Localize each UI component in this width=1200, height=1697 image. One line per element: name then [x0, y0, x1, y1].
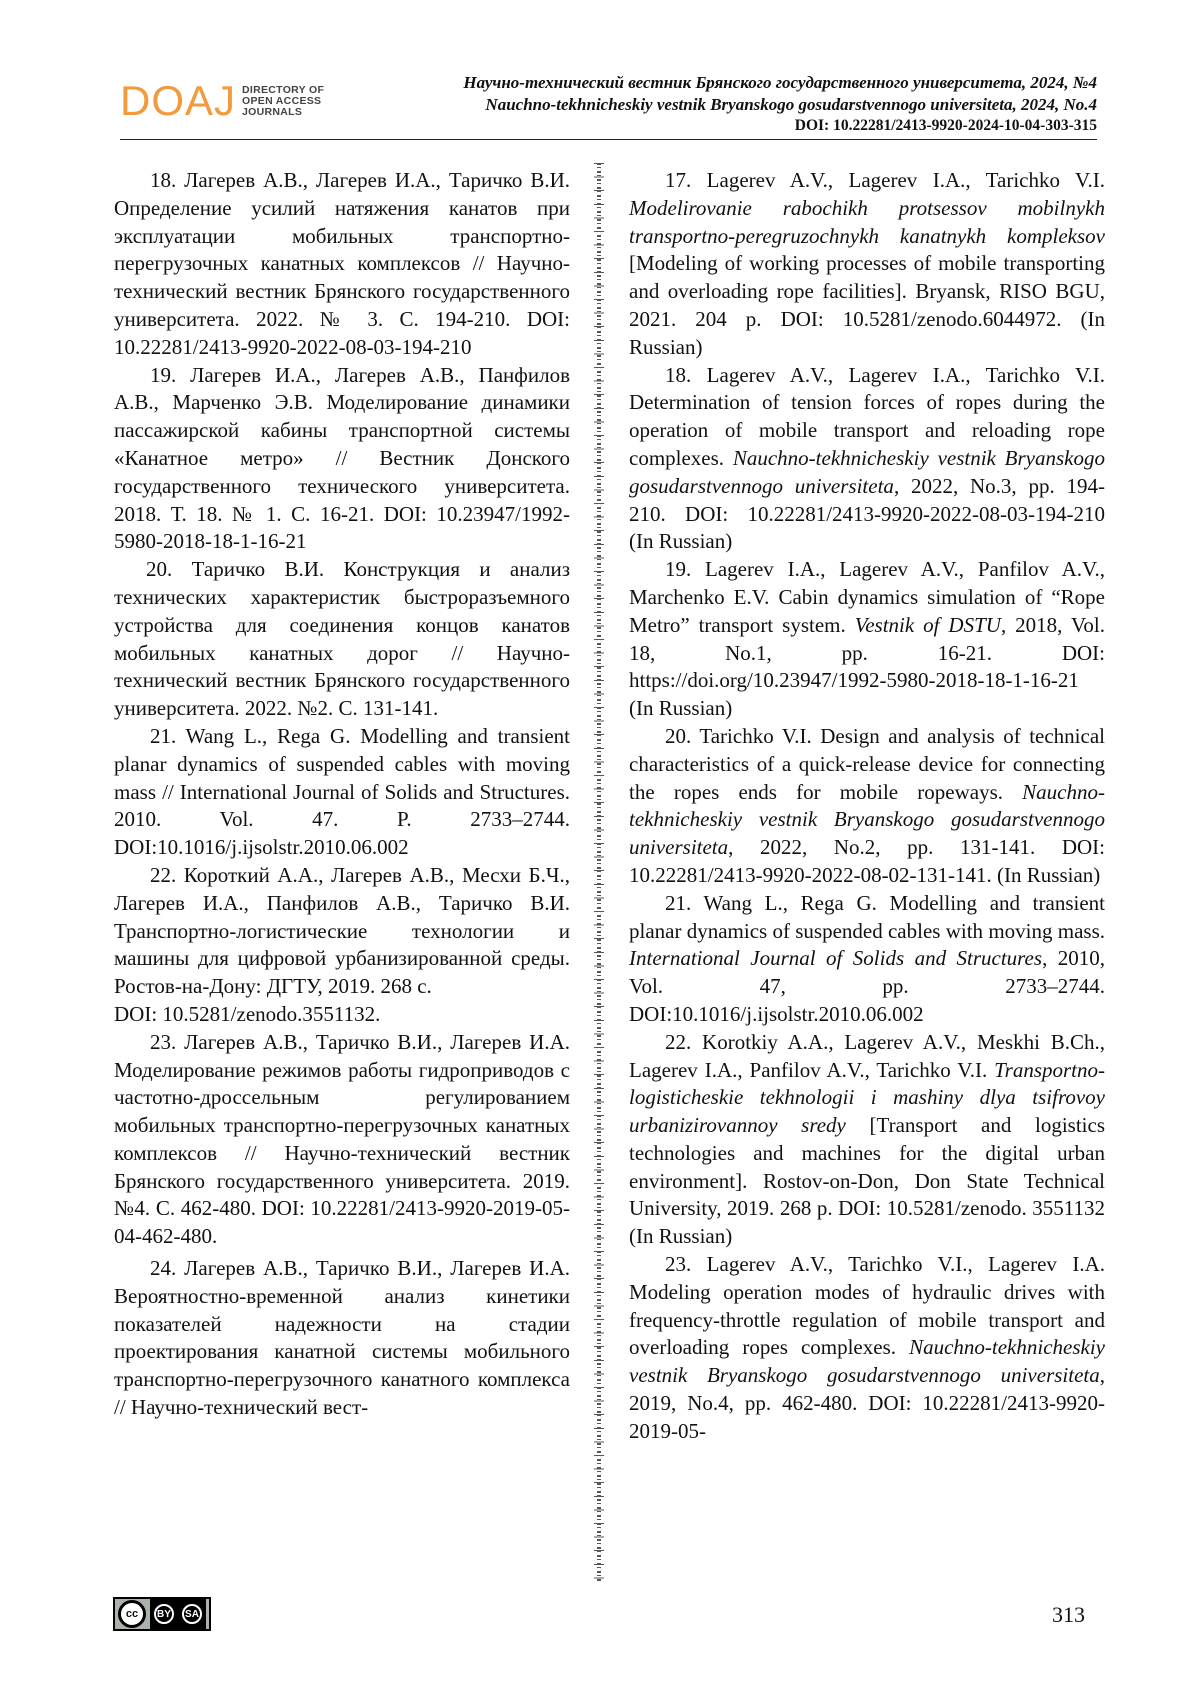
- doaj-sub-line: OPEN ACCESS: [242, 94, 322, 107]
- reference-item: 17. Lagerev A.V., Lagerev I.A., Tarichko V.I. Modelirovanie rabochikh protsessov mobilnykh transportno-peregruzochnykh kanatnykh kompleksov [Modeling of working processes of mobile transporting and overloading rope facilities]. Bryansk, RISO BGU, 2021. 204 p. DOI: 10.5281/zenodo.6044972. (In Russian): [629, 168, 1105, 359]
- doaj-sub-line: JOURNALS: [242, 105, 303, 118]
- doaj-logo-word: DOAJ: [120, 77, 237, 124]
- journal-title-en: Nauchno-tekhnicheskiy vestnik Bryanskogo gosudarstvennogo universiteta, 2024, No.4: [485, 95, 1097, 114]
- journal-info: [463, 72, 1097, 136]
- article-doi: DOI: 10.22281/2413-9920-2024-10-04-303-315: [794, 117, 1097, 134]
- reference-item: 19. Lagerev I.A., Lagerev A.V., Panfilov A.V., Marchenko E.V. Cabin dynamics simulation of “Rope Metro” transport system. Vestnik of DSTU, 2018, Vol. 18, No.1, pp. 16-21. DOI: https://doi.org/10.23947/1992-5980-2018-18-1-16-21 (In Russian): [629, 557, 1106, 721]
- cc-by-sa-license-badge: [113, 1597, 211, 1631]
- sa-share-alike-icon: SA: [182, 1604, 202, 1624]
- reference-item: 21. Wang L., Rega G. Modelling and transient planar dynamics of suspended cables with moving mass // International Journal of Solids and Structures. 2010. Vol. 47. P. 2733–2744. DOI:10.1016/j.ijsolstr.2010.06.002: [114, 723, 570, 860]
- references-english-column: [629, 167, 1105, 1567]
- reference-item: 18. Лагерев А.В., Лагерев И.А., Таричко В.И. Определение усилий натяжения канатов при эксплуатации мобильных транспортно-перегрузочных канатных комплексов // Научно-технический вестник Брянского государственного университета. 2022. № 3. С. 194-210. DOI: 10.22281/2413-9920-2022-08-03-194-210: [114, 168, 570, 359]
- header-divider: [120, 139, 1097, 140]
- references-russian-column: [114, 167, 570, 1567]
- license-terms: [150, 1599, 206, 1629]
- cc-icon: cc: [118, 1600, 146, 1628]
- reference-item: 19. Лагерев И.А., Лагерев А.В., Панфилов А.В., Марченко Э.В. Моделирование динамики пассажирской кабины транспортной системы «Канатное метро» // Вестник Донского государственного технического университета. 2018. Т. 18. № 1. С. 16-21. DOI: 10.23947/1992-5980-2018-18-1-16-21: [114, 362, 570, 554]
- page-number: 313: [1052, 1602, 1085, 1627]
- journal-title-ru: Научно-технический вестник Брянского государственного университета, 2024, №4: [463, 73, 1097, 92]
- reference-item: 23. Лагерев А.В., Таричко В.И., Лагерев И.А. Моделирование режимов работы гидроприводов с частотно-дроссельным регулированием мобильных транспортно-перегрузочных канатных комплексов // Научно-технический вестник Брянского государственного университета. 2019. №4. С. 462-480. DOI: 10.22281/2413-9920-2019-05-04-462-480.: [114, 1029, 570, 1249]
- reference-item: 18. Lagerev A.V., Lagerev I.A., Tarichko V.I. Determination of tension forces of ropes during the operation of mobile transport and reloading rope complexes. Nauchno-tekhnicheskiy vestnik Bryanskogo gosudarstvennogo universiteta, 2022, No.3, pp. 194-210. DOI: 10.22281/2413-9920-2022-08-03-194-210 (In Russian): [629, 362, 1105, 554]
- reference-item: 23. Lagerev A.V., Tarichko V.I., Lagerev I.A. Modeling operation modes of hydraulic drives with frequency-throttle regulation of mobile transport and overloading ropes complexes. Nauchno-tekhnicheskiy vestnik Bryanskogo gosudarstvennogo universiteta, 2019, No.4, pp. 462-480. DOI: 10.22281/2413-9920-2019-05-: [629, 1252, 1105, 1443]
- reference-item: 24. Лагерев А.В., Таричко В.И., Лагерев И.А. Вероятностно-временной анализ кинетики показателей надежности на стадии проектирования канатной системы мобильного транспортно-перегрузочного канатного комплекса // Научно-технический вест-: [114, 1256, 570, 1420]
- reference-item: 21. Wang L., Rega G. Modelling and transient planar dynamics of suspended cables with moving mass. International Journal of Solids and Structures, 2010, Vol. 47, pp. 2733–2744. DOI:10.1016/j.ijsolstr.2010.06.002: [629, 890, 1105, 1026]
- by-attribution-icon: BY: [154, 1604, 174, 1624]
- reference-item: 20. Tarichko V.I. Design and analysis of technical characteristics of a quick-release device for connecting the ropes ends for mobile ropeways. Nauchno-tekhnicheskiy vestnik Bryanskogo gosudarstvennogo universiteta, 2022, No.2, pp. 131-141. DOI: 10.22281/2413-9920-2022-08-02-131-141. (In Russian): [629, 723, 1105, 887]
- doaj-logo: [120, 77, 325, 124]
- doaj-sub-line: DIRECTORY OF: [242, 83, 325, 96]
- column-separator-ticks: [589, 163, 609, 1581]
- reference-item: 20. Таричко В.И. Конструкция и анализ технических характеристик быстроразъемного устройства для соединения концов канатов мобильных канатных дорог // Научно-технический вестник Брянского государственного университета. 2022. №2. С. 131-141.: [114, 557, 570, 721]
- reference-item: 22. Короткий А.А., Лагерев А.В., Месхи Б.Ч., Лагерев И.А., Панфилов А.В., Таричко В.И. Транспортно-логистические технологии и машины для цифровой урбанизированной среды. Ростов-на-Дону: ДГТУ, 2019. 268 с.: [114, 862, 570, 999]
- doaj-logo-subtitle: [242, 85, 324, 118]
- reference-item-continuation: DOI: 10.5281/zenodo.3551132.: [114, 1001, 381, 1026]
- page-header: [120, 70, 1097, 140]
- reference-item: 22. Korotkiy A.A., Lagerev A.V., Meskhi B.Ch., Lagerev I.A., Panfilov A.V., Tarichko V.I. Transportno-logisticheskie tekhnologii i mashiny dlya tsifrovoy urbanizirovannoy sredy [Transport and logistics technologies and machines for the digital urban environment]. Rostov-on-Don, Don State Technical University, 2019. 268 p. DOI: 10.5281/zenodo. 3551132 (In Russian): [629, 1029, 1105, 1249]
